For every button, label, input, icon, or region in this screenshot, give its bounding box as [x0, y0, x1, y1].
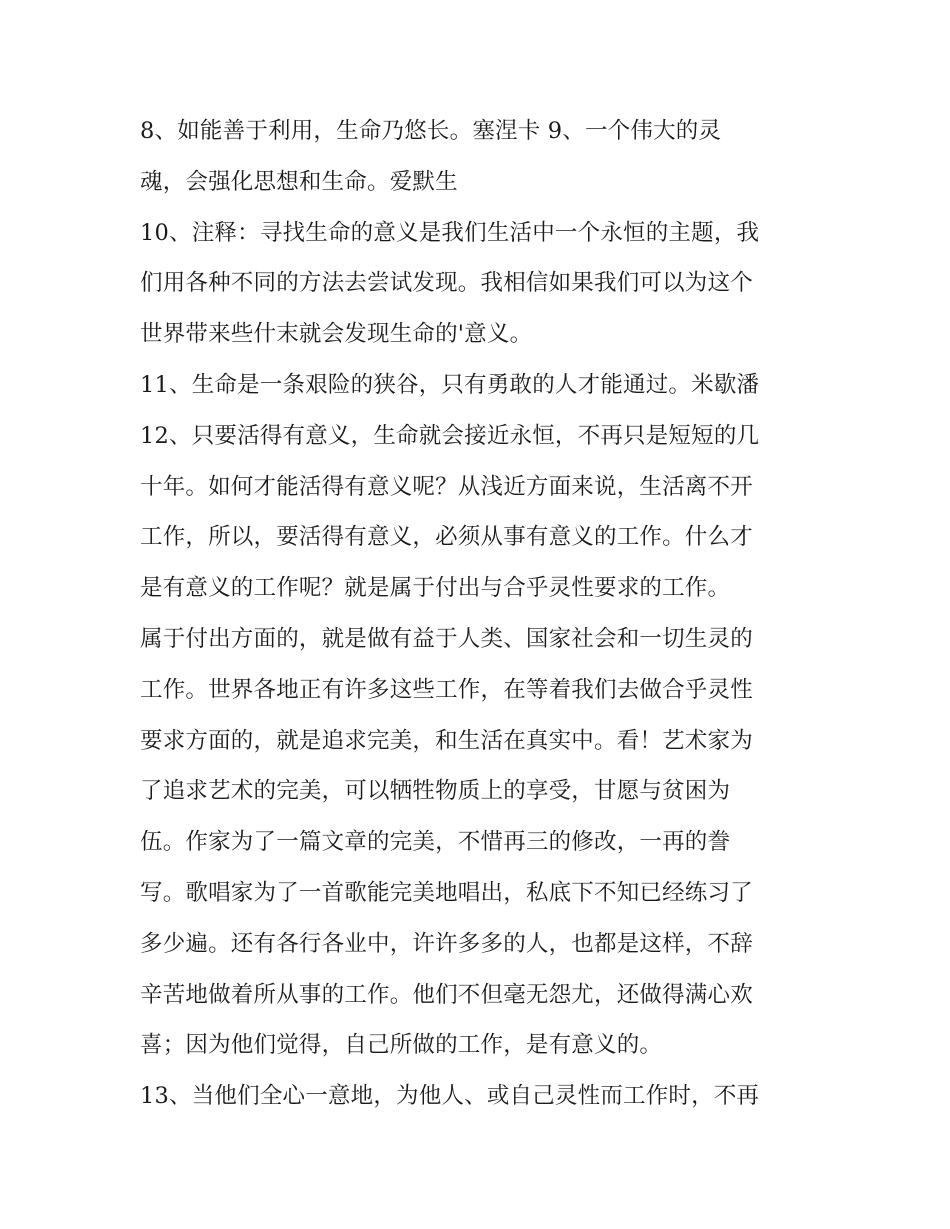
- text-line: 魂，会强化思想和生命。爱默生: [140, 168, 458, 195]
- text-line: 十年。如何才能活得有意义呢？从浅近方面来说，生活离不开: [140, 473, 753, 500]
- text-line: 世界带来些什末就会发现生命的'意义。: [140, 321, 533, 348]
- text-line: 12、只要活得有意义，生命就会接近永恒，不再只是短短的几: [140, 422, 760, 449]
- text-line: 喜；因为他们觉得，自己所做的工作，是有意义的。: [140, 1032, 663, 1059]
- text-line: 工作，所以，要活得有意义，必须从事有意义的工作。什么才: [140, 524, 753, 551]
- text-line: 写。歌唱家为了一首歌能完美地唱出，私底下不知已经练习了: [140, 879, 753, 906]
- text-line: 了追求艺术的完美，可以牺牲物质上的享受，甘愿与贫困为: [140, 778, 731, 805]
- text-line: 工作。世界各地正有许多这些工作，在等着我们去做合乎灵性: [140, 676, 753, 703]
- text-line: 是有意义的工作呢？就是属于付出与合乎灵性要求的工作。: [140, 575, 731, 602]
- document-body: [140, 106, 830, 1122]
- text-line: 10、注释：寻找生命的意义是我们生活中一个永恒的主题，我: [140, 219, 760, 246]
- text-line: 辛苦地做着所从事的工作。他们不但毫无怨尤，还做得满心欢: [140, 981, 753, 1008]
- text-line: 伍。作家为了一篇文章的完美，不惜再三的修改，一再的誊: [140, 829, 731, 856]
- text-line: 11、生命是一条艰险的狭谷，只有勇敢的人才能通过。米歇潘: [140, 371, 760, 398]
- text-line: 们用各种不同的方法去尝试发现。我相信如果我们可以为这个: [140, 270, 753, 297]
- text-line: 多少遍。还有各行各业中，许许多多的人，也都是这样，不辞: [140, 930, 753, 957]
- text-line: 13、当他们全心一意地，为他人、或自己灵性而工作时，不再: [140, 1083, 760, 1110]
- text-line: 属于付出方面的，就是做有益于人类、国家社会和一切生灵的: [140, 625, 753, 652]
- text-line: 8、如能善于利用，生命乃悠长。塞涅卡 9、一个伟大的灵: [140, 118, 722, 144]
- text-line: 要求方面的，就是追求完美，和生活在真实中。看！艺术家为: [140, 727, 753, 754]
